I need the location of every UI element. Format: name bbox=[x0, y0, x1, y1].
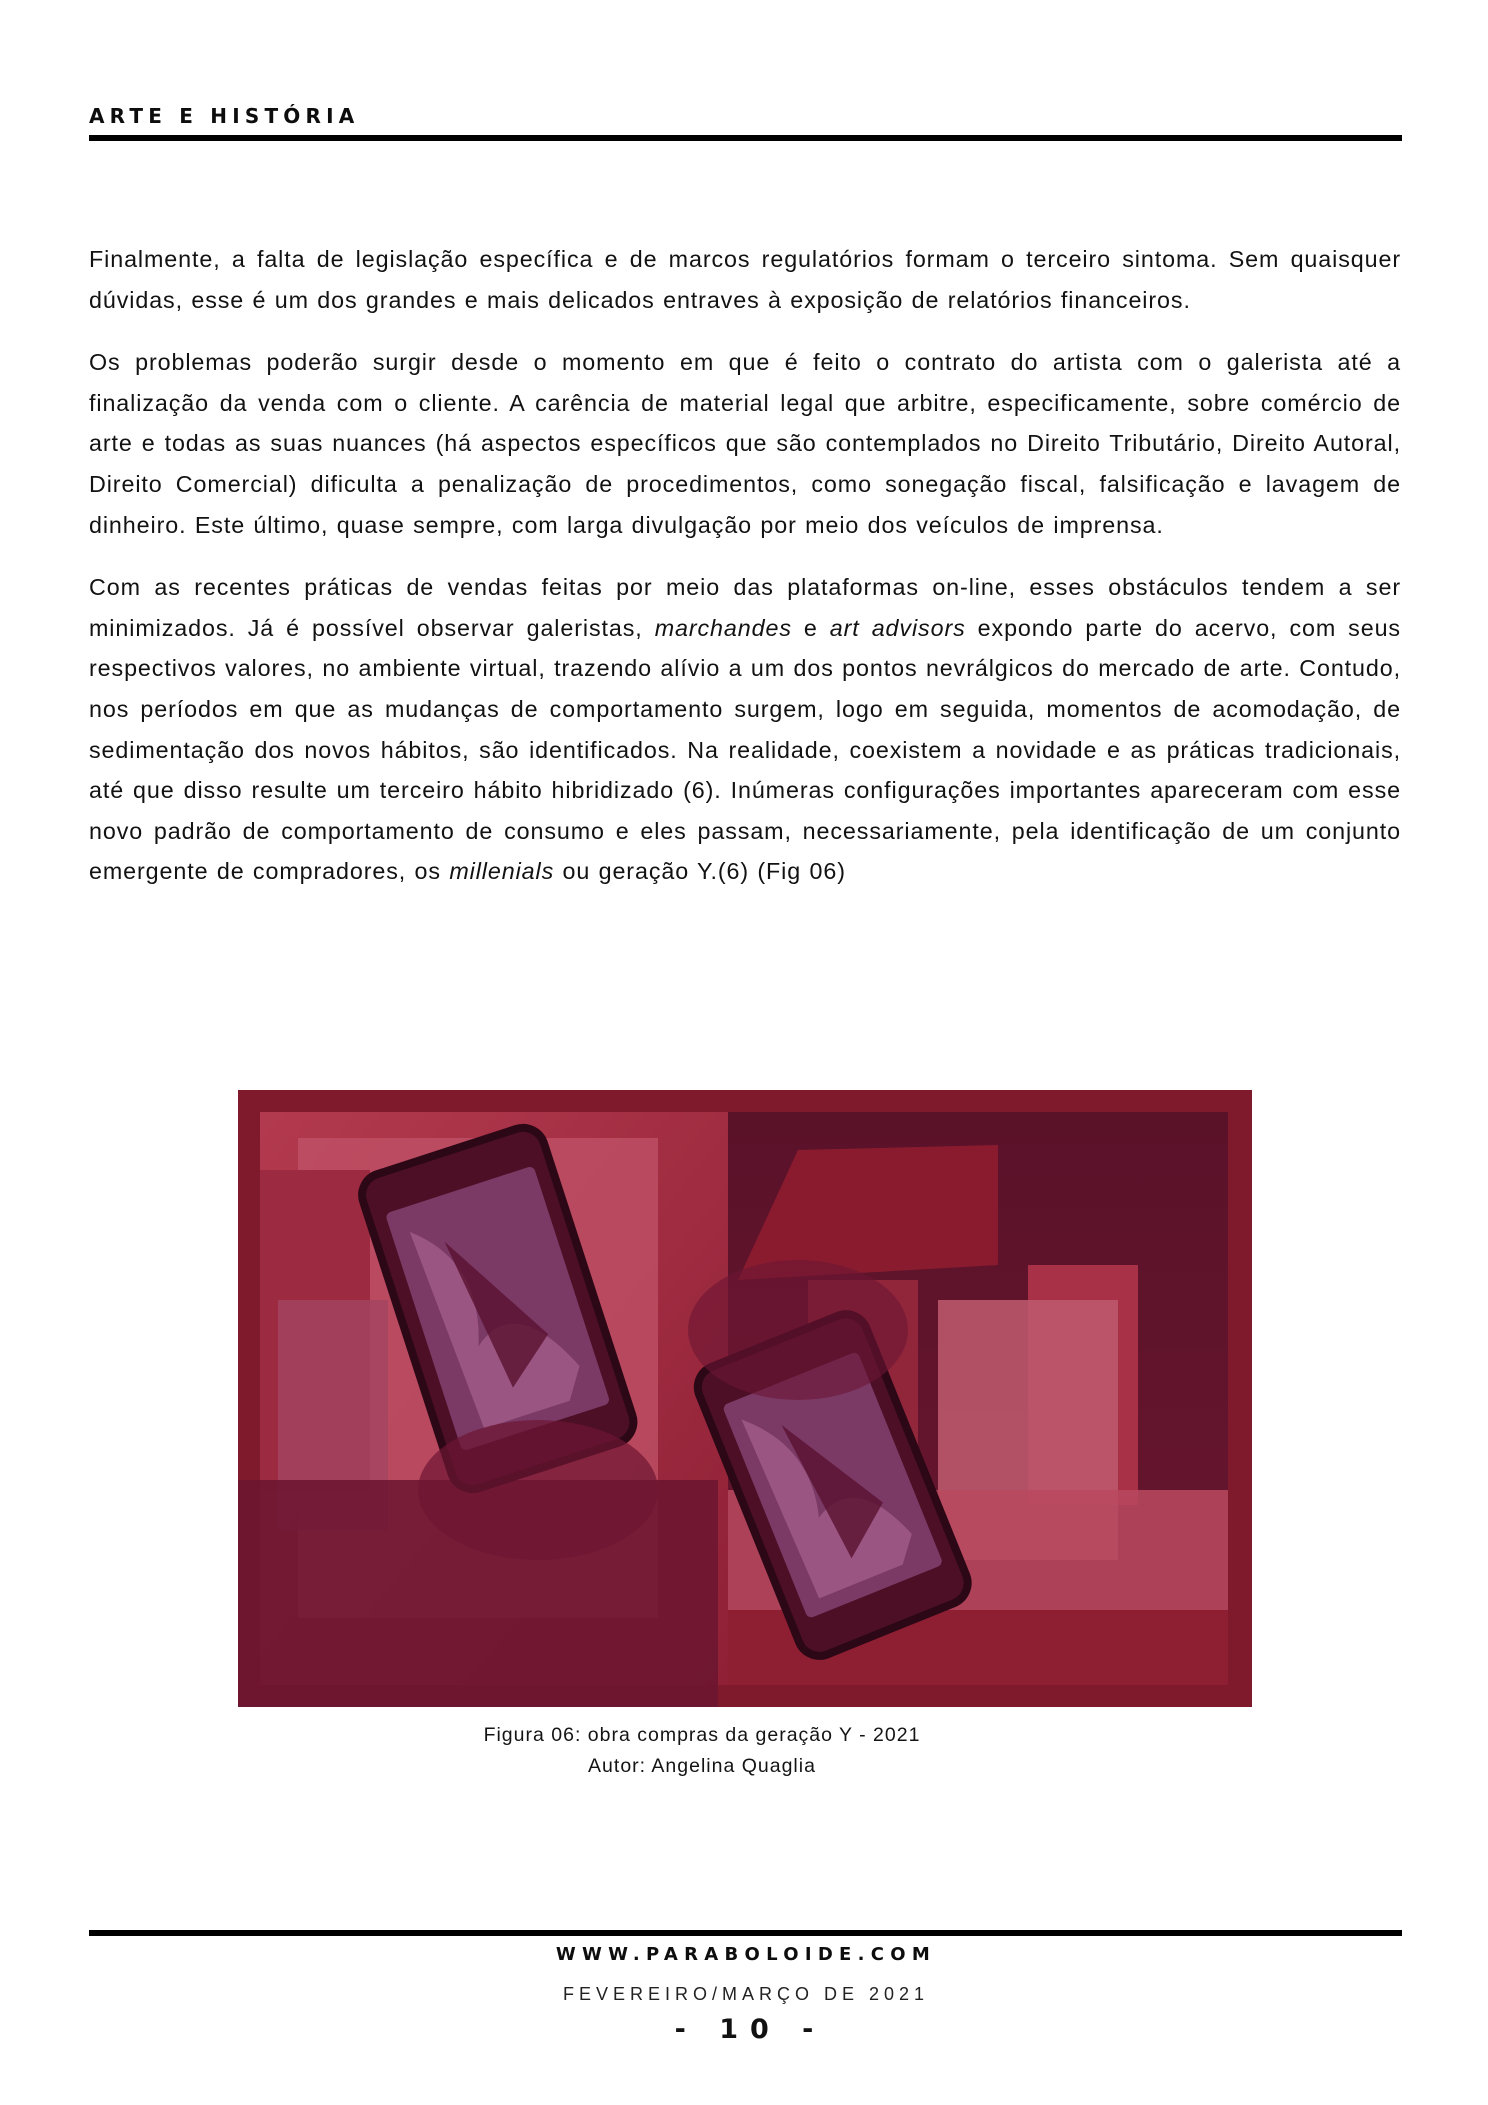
section-title: ARTE E HISTÓRIA bbox=[89, 104, 360, 128]
text-segment: ou geração Y.(6) (Fig 06) bbox=[554, 858, 846, 885]
text-segment: e bbox=[791, 614, 830, 641]
footer-rule bbox=[89, 1930, 1402, 1936]
website-url[interactable]: WWW.PARABOLOIDE.COM bbox=[555, 1944, 937, 1965]
article-body bbox=[89, 239, 1401, 914]
caption-author: Autor: Angelina Quaglia bbox=[588, 1755, 816, 1777]
italic-term-millenials: millenials bbox=[449, 858, 555, 885]
italic-term-marchandes: marchandes bbox=[654, 614, 792, 641]
figure-caption bbox=[0, 1720, 1404, 1782]
artwork-figure bbox=[238, 1090, 1252, 1707]
paragraph-3 bbox=[89, 567, 1401, 892]
paragraph-1: Finalmente, a falta de legislação específica e de marcos regulatórios formam o terceiro sintoma. Sem quaisquer dúvidas, esse é um dos grandes e mais delicados entraves à exposição de relatórios financeiros. bbox=[89, 246, 1401, 313]
artwork-image bbox=[238, 1090, 1252, 1707]
text-segment: expondo parte do acervo, com seus respectivos valores, no ambiente virtual, trazendo alívio a um dos pontos nevrálgicos do mercado de arte. Contudo, nos períodos em que as mudanças de comportamento surgem, logo em seguida, momentos de acomodação, de sedimentação dos novos hábitos, são identificados. Na realidade, coexistem a novidade e as práticas tradicionais, até que disso resulte um terceiro hábito hibridizado (6). Inúmeras configurações importantes apareceram com esse novo padrão de comportamento de consumo e eles passam, necessariamente, pela identificação de um conjunto emergente de compradores, os bbox=[89, 614, 1401, 885]
issue-date: FEVEREIRO/MARÇO DE 2021 bbox=[562, 1984, 930, 2004]
italic-term-art-advisors: art advisors bbox=[829, 614, 966, 641]
paragraph-2: Os problemas poderão surgir desde o momento em que é feito o contrato do artista com o galerista até a finalização da venda com o cliente. A carência de material legal que arbitre, especificamente, sobre comércio de arte e todas as suas nuances (há aspectos específicos que são contemplados no Direito Tributário, Direito Autoral, Direito Comercial) dificulta a penalização de procedimentos, como sonegação fiscal, falsificação e lavagem de dinheiro. Este último, quase sempre, com larga divulgação por meio dos veículos de imprensa. bbox=[89, 349, 1401, 538]
text-segment: Com as recentes práticas de vendas feitas por meio das plataformas on-line, esses obstáculos tendem a ser minimizados. Já é possível observar galeristas, bbox=[89, 574, 1401, 641]
caption-title: Figura 06: obra compras da geração Y - 2021 bbox=[483, 1724, 921, 1746]
page-number: - 10 - bbox=[674, 2014, 826, 2045]
header-rule bbox=[89, 135, 1402, 141]
